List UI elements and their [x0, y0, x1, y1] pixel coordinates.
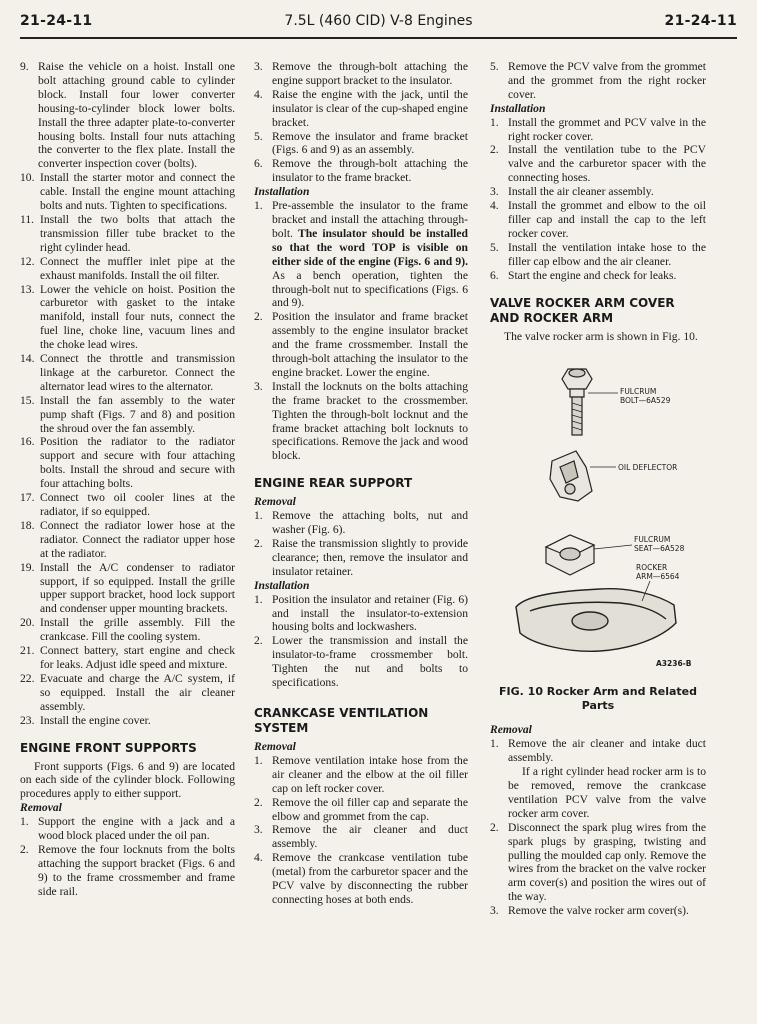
- subheading-removal: Removal: [20, 801, 62, 815]
- rocker-arm-drawing: [516, 581, 676, 651]
- inst1-text-bold: The insulator should be installed so that the word TOP is visible on either side of the engine (Figs. 6 and 9).: [272, 226, 468, 268]
- step-text: Install the grille assembly. Fill the crankcase. Fill the cooling system.: [40, 616, 235, 644]
- list-item: [20, 616, 235, 644]
- list-item: [490, 821, 706, 904]
- vrc-intro: The valve rocker arm is shown in Fig. 10.: [504, 329, 698, 343]
- step-text: Install the locknuts on the bolts attaching the frame bracket to the crossmember. Tighten the through-bolt locknut and the frame bracket attaching bolt locknuts to specifications. Remove the jack and wood block.: [272, 379, 468, 463]
- list-item: [490, 185, 706, 199]
- subheading-installation: Installation: [254, 185, 310, 199]
- list-item: [20, 171, 235, 213]
- list-item: [20, 714, 235, 728]
- step-text: Install the ventilation tube to the PCV valve and the carburetor spacer with the connecting hoses.: [508, 143, 706, 185]
- page-number-left: 21-24-11: [20, 13, 93, 29]
- step-number: 3.: [254, 379, 263, 393]
- page-title: 7.5L (460 CID) V-8 Engines: [284, 13, 473, 29]
- step-text: Remove the attaching bolts, nut and washer (Fig. 6).: [272, 509, 468, 537]
- step-number: 2.: [254, 537, 263, 550]
- page-header: [0, 0, 757, 40]
- label-oil-deflector: [618, 463, 677, 472]
- list-item: [20, 672, 235, 714]
- step-text: Install the engine cover.: [40, 713, 151, 727]
- fulcrum-bolt-drawing: [562, 369, 618, 435]
- list-item: [254, 593, 468, 635]
- label-fulcrum-bolt: [620, 387, 670, 405]
- step-text: Remove the PCV valve from the grommet and the grommet from the right rocker cover.: [508, 60, 706, 101]
- step-number: 3.: [490, 904, 499, 918]
- step-number: 22.: [20, 671, 35, 685]
- list-item: [254, 88, 468, 130]
- list-item: [254, 199, 468, 310]
- step-text: Remove the crankcase ventilation tube (metal) from the carburetor spacer and the PCV valve by disconnecting the rubber connecting hoses at both ends.: [272, 851, 468, 906]
- label-fulcrum-seat-text: FULCRUM SEAT—6A528: [634, 535, 685, 554]
- step-number: 5.: [490, 240, 499, 254]
- list-item: [490, 269, 706, 283]
- list-item: [20, 561, 235, 617]
- step-number: 3.: [254, 823, 263, 837]
- list-item: [20, 283, 235, 353]
- step-text: Remove the through-bolt attaching the insulator to the frame bracket.: [272, 157, 468, 185]
- step-number: 1.: [490, 115, 499, 129]
- step-text: Remove the insulator and frame bracket (Figs. 6 and 9) as an assembly.: [272, 129, 468, 157]
- step-number: 21.: [20, 644, 35, 658]
- list-item: [490, 737, 706, 765]
- list-item: [490, 143, 706, 185]
- step-number: 17.: [20, 491, 35, 505]
- step-text: Connect the throttle and transmission linkage at the carburetor. Connect the alternator lead wires to the alternator.: [40, 352, 235, 393]
- step-text: Install the grommet and elbow to the oil filler cap and install the cap to the left rocker cover.: [508, 199, 706, 240]
- list-item: [20, 213, 235, 255]
- heading-line-2: AND ROCKER ARM: [490, 310, 614, 325]
- heading-line-1: CRANKCASE VENTILATION: [254, 705, 429, 720]
- step-text: Remove the valve rocker arm cover(s).: [508, 904, 689, 918]
- fulcrum-seat-drawing: [546, 535, 632, 575]
- step-number: 19.: [20, 560, 35, 574]
- page-number-right: 21-24-11: [664, 13, 737, 29]
- figure-10-rocker-arm: [490, 349, 706, 679]
- step-number: 23.: [20, 713, 35, 727]
- step-text: Raise the transmission slightly to provide clearance; then, remove the insulator and insulator retainer.: [272, 537, 468, 578]
- list-item: [490, 60, 706, 102]
- rocker-arm-illustration: [490, 349, 706, 679]
- section-heading-engine-front-supports: ENGINE FRONT SUPPORTS: [20, 740, 197, 755]
- step-number: 1.: [254, 509, 263, 523]
- step-number: 4.: [490, 199, 499, 213]
- step-number: 2.: [20, 842, 29, 856]
- list-item: [20, 644, 235, 672]
- step-number: 1.: [254, 753, 263, 767]
- step-text: Remove the through-bolt attaching the engine support bracket to the insulator.: [272, 60, 468, 87]
- list-item: [254, 157, 468, 185]
- list-item: [254, 851, 468, 907]
- rem1-note: If a right cylinder head rocker arm is to be removed, remove the crankcase ventilation PCV valve from the valve rocker arm cover.: [508, 765, 706, 820]
- subheading-removal: Removal: [254, 739, 296, 753]
- step-text: Connect battery, start engine and check for leaks. Adjust idle speed and mixture.: [40, 644, 235, 671]
- subheading-installation: Installation: [490, 101, 546, 115]
- step-number: 1.: [254, 199, 263, 213]
- step-number: 5.: [490, 60, 499, 73]
- list-item: [254, 509, 468, 537]
- step-number: 5.: [254, 129, 263, 143]
- step-text: Position the radiator to the radiator support and secure with four attaching bolts. Install the shroud and secure with four attaching bolts.: [40, 435, 235, 491]
- section-heading-valve-rocker-arm-cover: [490, 296, 706, 326]
- step-number: 3.: [490, 185, 499, 199]
- step-number: 1.: [254, 592, 263, 606]
- label-fulcrum-seat: [634, 535, 684, 553]
- section-heading-engine-rear-support: ENGINE REAR SUPPORT: [254, 476, 413, 491]
- heading-line-1: VALVE ROCKER ARM COVER: [490, 295, 675, 310]
- list-item: [20, 491, 235, 519]
- subheading-installation: Installation: [254, 578, 310, 592]
- step-text: Disconnect the spark plug wires from the spark plugs by grasping, twisting and pulling the moulded cap only. Remove the wires from the bracket on the valve rocker arm cover(s) and position the wires out of the way.: [508, 820, 706, 904]
- list-item: [254, 60, 468, 88]
- step-text: Install the A/C condenser to radiator support, if so equipped. Install the grille upper support bracket, hood lock support and condenser upper mounting brackets.: [40, 560, 235, 616]
- list-item: [254, 754, 468, 796]
- step-text: Lower the vehicle on hoist. Position the carburetor with gasket to the intake manifold, install four nuts, connect the fuel line, choke line, vacuum lines and the choke lead wires.: [40, 282, 235, 352]
- step-number: 2.: [490, 143, 499, 157]
- step-text: Remove the oil filler cap and separate the elbow and grommet from the cap.: [272, 795, 468, 823]
- column-1: [20, 60, 235, 899]
- step-number: 20.: [20, 616, 35, 630]
- step-number: 18.: [20, 518, 35, 532]
- list-item: [20, 519, 235, 561]
- list-item: [490, 904, 706, 918]
- step-text: Remove the air cleaner and duct assembly.: [272, 823, 468, 851]
- step-number: 10.: [20, 171, 35, 185]
- list-item: [20, 435, 235, 491]
- step-number: 14.: [20, 352, 35, 366]
- step-text: Raise the engine with the jack, until the insulator is clear of the cup-shaped engine bracket.: [272, 87, 468, 129]
- list-item: [490, 241, 706, 269]
- label-rocker-arm: [636, 563, 679, 581]
- step-number: 2.: [254, 310, 263, 324]
- step-number: 1.: [20, 815, 29, 829]
- step-text: Start the engine and check for leaks.: [508, 268, 677, 282]
- step-number: 6.: [254, 157, 263, 171]
- figure-id: A3236-B: [656, 659, 692, 669]
- step-number: 1.: [490, 737, 499, 751]
- step-text: Evacuate and charge the A/C system, if so equipped. Install the air cleaner assembly.: [40, 671, 235, 713]
- list-item: [20, 394, 235, 436]
- subheading-removal: Removal: [254, 495, 296, 509]
- list-item: [254, 537, 468, 579]
- step-text: Position the insulator and retainer (Fig. 6) and install the insulator-to-extension housing bolts and lockwashers.: [272, 592, 468, 634]
- column-2: [254, 60, 468, 907]
- label-oil-deflector-text: OIL DEFLECTOR: [618, 463, 678, 473]
- step-text: Install the grommet and PCV valve in the right rocker cover.: [508, 115, 706, 143]
- label-rocker-arm-text: ROCKER ARM—6564: [636, 563, 680, 582]
- list-item: [254, 634, 468, 690]
- step-number: 16.: [20, 435, 35, 449]
- step-text: [272, 199, 468, 309]
- step-number: 2.: [254, 634, 263, 648]
- step-number: 15.: [20, 393, 35, 407]
- list-item: [490, 199, 706, 241]
- list-item: [20, 60, 235, 171]
- col1-steps: [20, 60, 235, 728]
- step-text: Support the engine with a jack and a wood block placed under the oil pan.: [38, 815, 235, 843]
- list-item: [490, 116, 706, 144]
- step-number: 4.: [254, 851, 263, 865]
- step-number: 9.: [20, 60, 29, 73]
- list-item: [254, 380, 468, 463]
- list-item: [20, 815, 235, 843]
- step-text: Position the insulator and frame bracket assembly to the engine insulator bracket and the frame crossmember. Install the through-bolt attaching the insulator to the engine bracket. Lower the engine.: [272, 310, 468, 379]
- step-number: 3.: [254, 60, 263, 73]
- step-text: Remove the four locknuts from the bolts attaching the support bracket (Figs. 6 and 9) to the frame crossmember and frame side rail.: [38, 842, 235, 898]
- heading-line-2: SYSTEM: [254, 720, 309, 735]
- figure-caption: FIG. 10 Rocker Arm and Related Parts: [499, 685, 697, 713]
- step-number: 2.: [490, 820, 499, 834]
- step-text: Install the starter motor and connect the cable. Install the engine mount attaching bolts and nuts. Tighten to specifications.: [40, 171, 235, 213]
- step-text: Raise the vehicle on a hoist. Install one bolt attaching ground cable to cylinder block. Install four lower converter housing-to-cylinder block lower bolts. Install the three adapter plate-to-converter housing bolts. Install four nuts attaching the converter to the flex plate. Install the converter inspection cover (bolts).: [38, 60, 235, 171]
- step-text: Connect two oil cooler lines at the radiator, if so equipped.: [40, 491, 235, 518]
- list-item: [20, 352, 235, 394]
- step-text: Connect the muffler inlet pipe at the exhaust manifolds. Install the oil filter.: [40, 254, 235, 282]
- inst1-text-c: As a bench operation, tighten the through-bolt nut to specifications (Figs. 6 and 9).: [272, 268, 468, 310]
- oil-deflector-drawing: [550, 451, 616, 501]
- step-text: Install the two bolts that attach the transmission filler tube bracket to the right cylinder head.: [40, 212, 235, 254]
- step-text: Connect the radiator lower hose at the radiator. Connect the radiator upper hose at the radiator.: [40, 518, 235, 560]
- header-rule: [20, 37, 737, 39]
- list-item: [254, 796, 468, 824]
- section-heading-crankcase-ventilation: [254, 706, 468, 736]
- step-text: Install the fan assembly to the water pump shaft (Figs. 7 and 8) and position the shroud over the fan assembly.: [40, 393, 235, 435]
- step-number: 4.: [254, 87, 263, 101]
- list-item: [254, 310, 468, 380]
- step-number: 6.: [490, 268, 499, 282]
- column-3: [490, 60, 706, 918]
- inst1-text-a: Pre-assemble the insulator to the frame bracket and install the attaching through-bolt.: [272, 199, 468, 240]
- step-number: 12.: [20, 254, 35, 268]
- list-item: [254, 823, 468, 851]
- step-text: Install the air cleaner assembly.: [508, 185, 654, 199]
- step-text: Remove ventilation intake hose from the air cleaner and the elbow at the oil filler cap on left rocker cover.: [272, 753, 468, 795]
- subheading-removal: Removal: [490, 723, 532, 737]
- step-text: Lower the transmission and install the insulator-to-frame crossmember bolt. Tighten the nut and bolts to specifications.: [272, 634, 468, 690]
- step-text: Remove the air cleaner and intake duct assembly.: [508, 737, 706, 765]
- list-item: [254, 130, 468, 158]
- list-item: [20, 255, 235, 283]
- step-number: 13.: [20, 282, 35, 296]
- step-number: 11.: [20, 212, 35, 226]
- step-number: 2.: [254, 795, 263, 809]
- efs-intro: Front supports (Figs. 6 and 9) are located on each side of the cylinder block. Following procedures apply to either support.: [20, 759, 235, 801]
- label-fulcrum-bolt-text: FULCRUM BOLT—6A529: [620, 387, 671, 406]
- list-item: [20, 843, 235, 899]
- step-text: Install the ventilation intake hose to the filler cap elbow and the air cleaner.: [508, 240, 706, 268]
